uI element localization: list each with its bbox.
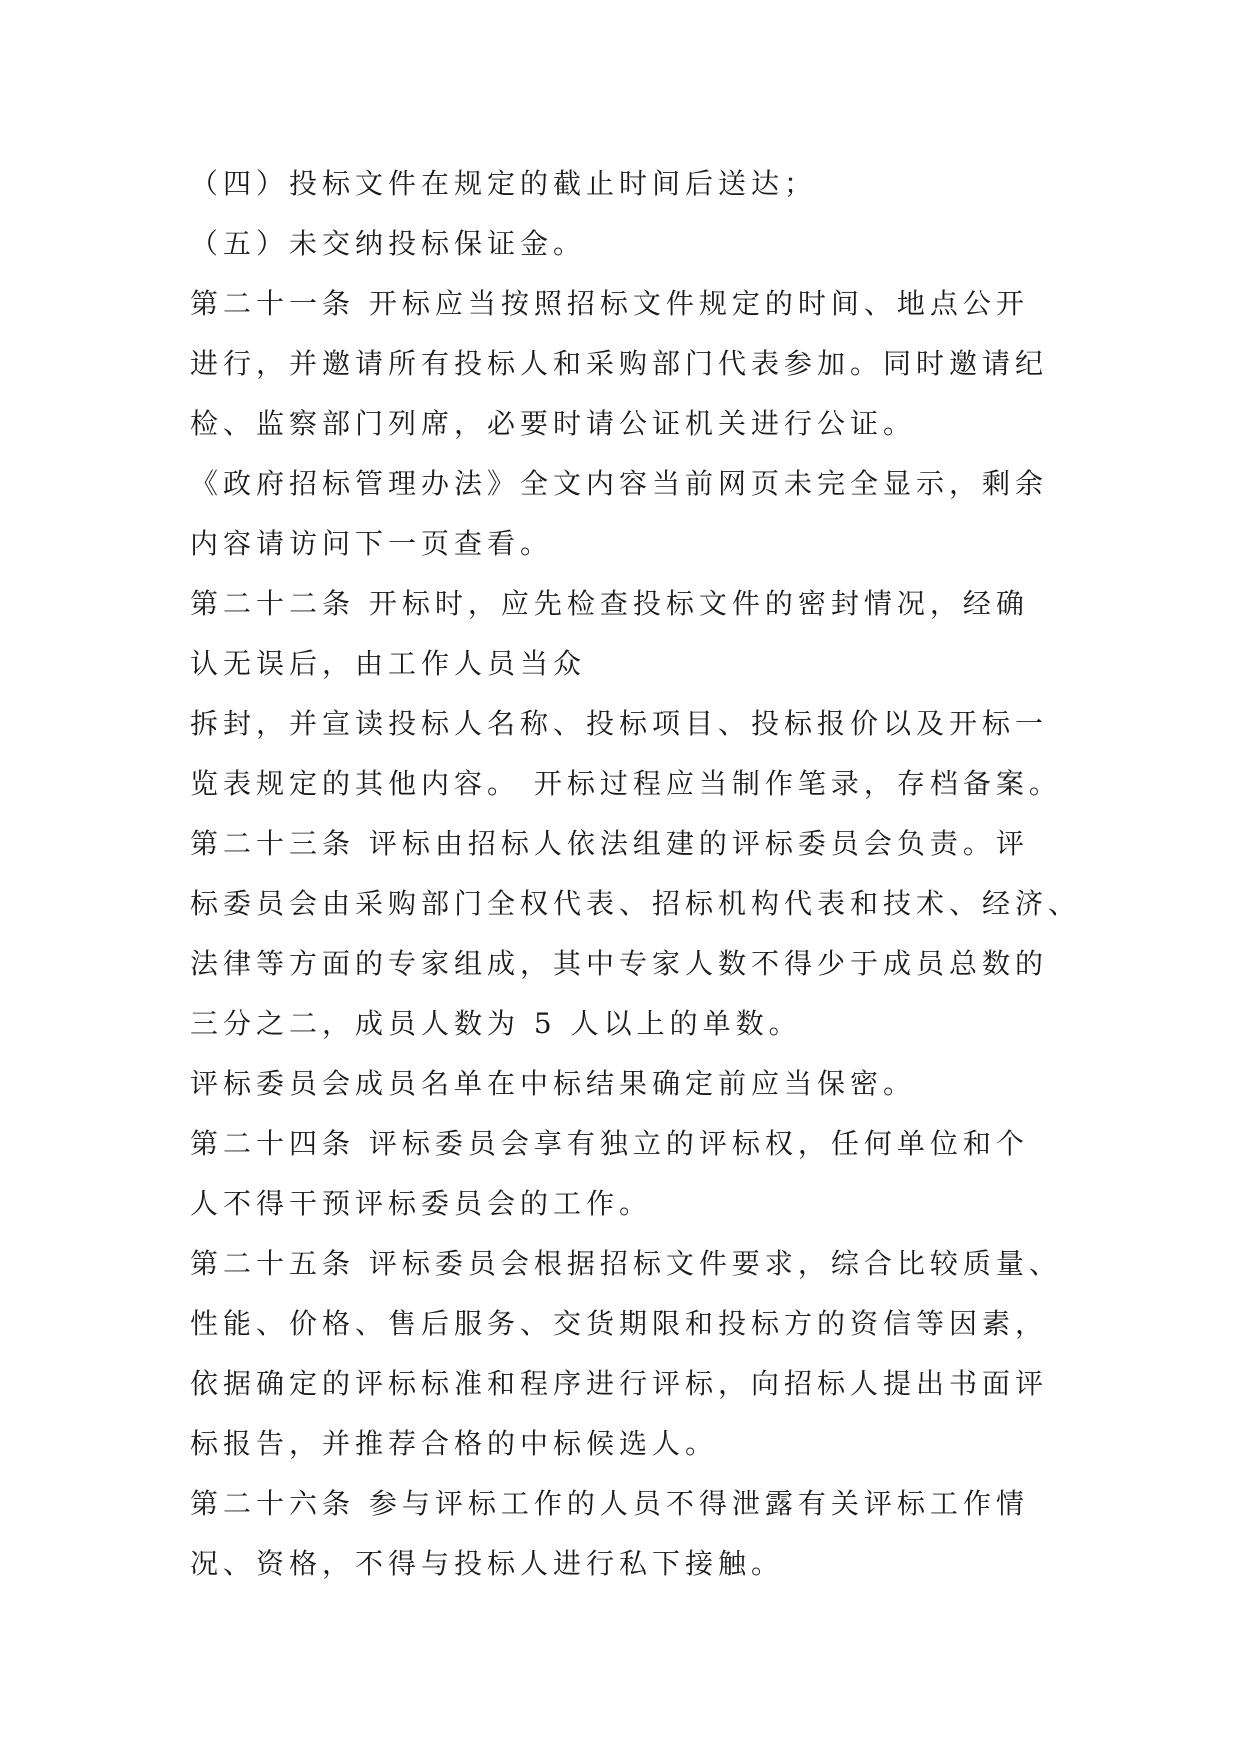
- text-line: 标报告，并推荐合格的中标候选人。: [190, 1427, 719, 1460]
- text-line: 拆封，并宣读投标人名称、投标项目、投标报价以及开标一: [190, 707, 1049, 740]
- text-line: 进行，并邀请所有投标人和采购部门代表参加。同时邀请纪: [190, 347, 1049, 380]
- text-line: 检、监察部门列席，必要时请公证机关进行公证。: [190, 407, 917, 440]
- text-line: 第二十六条 参与评标工作的人员不得泄露有关评标工作情: [190, 1487, 1029, 1520]
- text-line: （四）投标文件在规定的截止时间后送达；: [190, 167, 818, 200]
- text-line: 第二十一条 开标应当按照招标文件规定的时间、地点公开: [190, 287, 1029, 320]
- text-line: 况、资格，不得与投标人进行私下接触。: [190, 1547, 785, 1580]
- text-line: 《政府招标管理办法》全文内容当前网页未完全显示，剩余: [190, 467, 1049, 500]
- text-line: 三分之二，成员人数为 5 人以上的单数。: [190, 1007, 802, 1040]
- document-body: [190, 154, 1082, 1594]
- text-line: 性能、价格、售后服务、交货期限和投标方的资信等因素，: [190, 1307, 1049, 1340]
- text-line: 法律等方面的专家组成，其中专家人数不得少于成员总数的: [190, 947, 1049, 980]
- text-line: 第二十三条 评标由招标人依法组建的评标委员会负责。评: [190, 827, 1029, 860]
- text-line: （五）未交纳投标保证金。: [190, 227, 587, 260]
- text-line: 标委员会由采购部门全权代表、招标机构代表和技术、经济、: [190, 887, 1082, 920]
- text-line: 评标委员会成员名单在中标结果确定前应当保密。: [190, 1067, 917, 1100]
- text-line: 认无误后，由工作人员当众: [190, 647, 587, 680]
- text-line: 第二十五条 评标委员会根据招标文件要求，综合比较质量、: [190, 1247, 1062, 1280]
- text-line: 人不得干预评标委员会的工作。: [190, 1187, 653, 1220]
- text-line: 第二十四条 评标委员会享有独立的评标权，任何单位和个: [190, 1127, 1029, 1160]
- text-line: 内容请访问下一页查看。: [190, 527, 554, 560]
- text-line: 览表规定的其他内容。 开标过程应当制作笔录，存档备案。: [190, 767, 1062, 800]
- text-line: 依据确定的评标标准和程序进行评标，向招标人提出书面评: [190, 1367, 1049, 1400]
- text-line: 第二十二条 开标时，应先检查投标文件的密封情况，经确: [190, 587, 1029, 620]
